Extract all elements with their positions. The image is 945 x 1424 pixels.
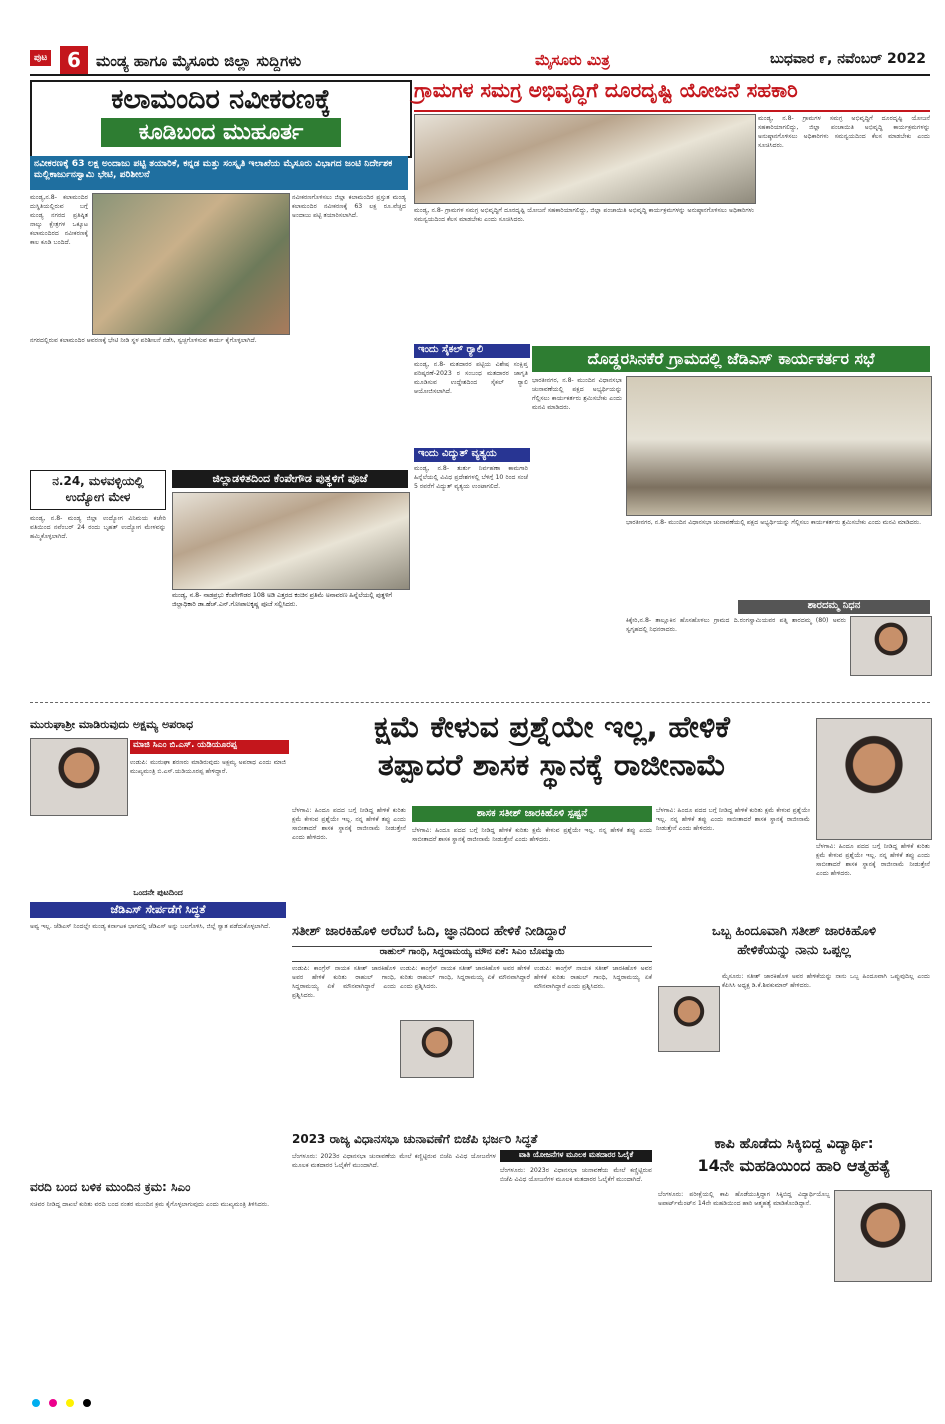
obit-portrait xyxy=(850,616,932,676)
black-dot xyxy=(83,1399,91,1407)
story2-header xyxy=(414,80,930,112)
brief2-headline: ಇಂದು ವಿದ್ಯುತ್ ವ್ಯತ್ಯಯ xyxy=(414,448,530,462)
story7-body-b: ಬೆಳಗಾವಿ: ಹಿಂದೂ ಪದದ ಬಗ್ಗೆ ನೀಡಿದ್ದ ಹೇಳಿಕೆ ಕುರಿತು ಕ್ಷಮೆ ಕೇಳುವ ಪ್ರಶ್ನೆಯೇ ಇಲ್ಲ. ನನ್ನ ಹೇಳಿಕೆ ತಪ್ಪು ಎಂದು ಸಾಬೀತಾದರೆ ಶಾಸಕ ಸ್ಥಾನಕ್ಕೆ ರಾಜೀನಾಮೆ ನೀಡುತ್ತೇನೆ ಎಂದು ಹೇಳಿದರು. xyxy=(412,827,652,843)
story13-headline1: ಕಾಪಿ ಹೊಡೆದು ಸಿಕ್ಕಿಬಿದ್ದ ವಿದ್ಯಾರ್ಥಿ: xyxy=(714,1136,874,1152)
page-header xyxy=(30,48,930,76)
kempegowda-photo xyxy=(172,492,410,590)
story4-headline: ನ.24, ಮಳವಳ್ಳಿಯಲ್ಲಿ ಉದ್ಯೋಗ ಮೇಳ xyxy=(30,470,166,510)
story4-body: ಮಂಡ್ಯ, ನ.8- ಮಂಡ್ಯ ಜಿಲ್ಲಾ ಉದ್ಯೋಗ ವಿನಿಮಯ ಕಚೇರಿ ವತಿಯಿಂದ ನವೆಂಬರ್ 24 ರಂದು ಬೃಹತ್ ಉದ್ಯೋಗ ಮೇಳವನ್ನು ಹಮ್ಮಿಕೊಳ್ಳಲಾಗಿದೆ. xyxy=(30,515,166,540)
story11-headline2: ಹೇಳಿಕೆಯನ್ನು ನಾನು ಒಪ್ಪಲ್ಲ xyxy=(737,943,851,958)
story12-body-a: ಬೆಂಗಳೂರು: 2023ರ ವಿಧಾನಸಭಾ ಚುನಾವಣೆಯ ಮೇಲೆ ಕಣ್ಣಿಟ್ಟಿರುವ ಬಿಜೆಪಿ ವಿವಿಧ ಯೋಜನೆಗಳ ಮೂಲಕ ಮತದಾರರ ಓಲೈಕೆಗೆ ಮುಂದಾಗಿದೆ. xyxy=(292,1153,496,1169)
story10-body-b: ಉಡುಪಿ: ಕಾಂಗ್ರೆಸ್ ನಾಯಕ ಸತೀಶ್ ಜಾರಕಿಹೊಳಿ ಅವರ ಹೇಳಿಕೆ ಕುರಿತು ರಾಹುಲ್ ಗಾಂಧಿ, ಸಿದ್ದರಾಮಯ್ಯ ಏಕೆ ಮೌನವಾಗಿದ್ದಾರೆ ಎಂದು ಪ್ರಶ್ನಿಸಿದರು. xyxy=(400,965,530,990)
story10-subhead: ರಾಹುಲ್ ಗಾಂಧಿ, ಸಿದ್ದರಾಮಯ್ಯ ಮೌನ ಏಕೆ: ಸಿಎಂ ಬೊಮ್ಮಾಯಿ xyxy=(292,946,652,962)
story1-body-c: ನವೀಕರಣಗೊಳಿಸಲು ಜಿಲ್ಲಾ ಕಲಾಮಂದಿರ ಪ್ರಸ್ತುತ ಮಂಡ್ಯ ಕಲಾಮಂದಿರ ನವೀಕರಣಕ್ಕೆ 63 ಲಕ್ಷ ರೂ.ವೆಚ್ಚದ ಅಂದಾಜು ಪಟ್ಟಿ ತಯಾರಿಸಲಾಗಿದೆ. xyxy=(292,194,406,219)
story13-headline2: 14ನೇ ಮಹಡಿಯಿಂದ ಹಾರಿ ಆತ್ಮಹತ್ಯೆ xyxy=(697,1156,891,1175)
story6-kicker: ಮುರುಘಾಶ್ರೀ ಮಾಡಿರುವುದು ಅಕ್ಷಮ್ಯ ಅಪರಾಧ xyxy=(30,718,194,731)
page-label: ಪುಟ xyxy=(30,50,51,66)
story13-body: ಬೆಂಗಳೂರು: ಪರೀಕ್ಷೆಯಲ್ಲಿ ಕಾಪಿ ಹೊಡೆಯುತ್ತಿದ್ದಾಗ ಸಿಕ್ಕಿಬಿದ್ದ ವಿದ್ಯಾರ್ಥಿಯೊಬ್ಬ ಅಪಾರ್ಟ್‌ಮೆಂಟ್‌ನ 14ನೇ ಮಹಡಿಯಿಂದ ಹಾರಿ ಆತ್ಮಹತ್ಯೆ ಮಾಡಿಕೊಂಡಿದ್ದಾನೆ. xyxy=(658,1191,830,1207)
story2-body-right: ಮಂಡ್ಯ, ನ.8- ಗ್ರಾಮಗಳ ಸಮಗ್ರ ಅಭಿವೃದ್ಧಿಗೆ ದೂರದೃಷ್ಟಿ ಯೋಜನೆ ಸಹಕಾರಿಯಾಗಲಿದ್ದು, ಜಿಲ್ಲಾ ಪಂಚಾಯಿತಿ ಅಭಿವೃದ್ಧಿ ಕಾರ್ಯಕ್ರಮಗಳನ್ನು ಅನುಷ್ಠಾನಗೊಳಿಸಲು ಅಧಿಕಾರಿಗಳು ಸಮನ್ವಯದಿಂದ ಕೆಲಸ ಮಾಡಬೇಕು ಎಂದು ಸೂಚಿಸಿದರು. xyxy=(758,115,930,149)
story1-headline2: ಕೂಡಿಬಂದ ಮುಹೂರ್ತ xyxy=(101,118,341,147)
story12-body-b: ಬೆಂಗಳೂರು: 2023ರ ವಿಧಾನಸಭಾ ಚುನಾವಣೆಯ ಮೇಲೆ ಕಣ್ಣಿಟ್ಟಿರುವ ಬಿಜೆಪಿ ವಿವಿಧ ಯೋಜನೆಗಳ ಮೂಲಕ ಮತದಾರರ ಓಲೈಕೆಗೆ ಮುಂದಾಗಿದೆ. xyxy=(500,1167,652,1183)
dks-portrait xyxy=(658,986,720,1052)
story2-body: ಮಂಡ್ಯ, ನ.8- ಗ್ರಾಮಗಳ ಸಮಗ್ರ ಅಭಿವೃದ್ಧಿಗೆ ದೂರದೃಷ್ಟಿ ಯೋಜನೆ ಸಹಕಾರಿಯಾಗಲಿದ್ದು, ಜಿಲ್ಲಾ ಪಂಚಾಯಿತಿ ಅಭಿವೃದ್ಧಿ ಕಾರ್ಯಕ್ರಮಗಳನ್ನು ಅನುಷ್ಠಾನಗೊಳಿಸಲು ಅಧಿಕಾರಿಗಳು ಸಮನ್ವಯದಿಂದ ಕೆಲಸ ಮಾಡಬೇಕು ಎಂದು ಸೂಚಿಸಿದರು. xyxy=(414,207,754,223)
story10-body-c: ಉಡುಪಿ: ಕಾಂಗ್ರೆಸ್ ನಾಯಕ ಸತೀಶ್ ಜಾರಕಿಹೊಳಿ ಅವರ ಹೇಳಿಕೆ ಕುರಿತು ರಾಹುಲ್ ಗಾಂಧಿ, ಸಿದ್ದರಾಮಯ್ಯ ಏಕೆ ಮೌನವಾಗಿದ್ದಾರೆ ಎಂದು ಪ್ರಶ್ನಿಸಿದರು. xyxy=(534,965,652,990)
story1-deck: ನವೀಕರಣಕ್ಕೆ 63 ಲಕ್ಷ ಅಂದಾಜು ಪಟ್ಟಿ ತಯಾರಿಕೆ, ಕನ್ನಡ ಮತ್ತು ಸಂಸ್ಕೃತಿ ಇಲಾಖೆಯ ಮೈಸೂರು ವಿಭಾಗದ ಜಂಟಿ ನಿರ್ದೇಶಕ ಮಲ್ಲಿಕಾರ್ಜುನಸ್ವಾಮಿ ಭೇಟಿ, ಪರಿಶೀಲನೆ xyxy=(30,156,408,190)
jds-meeting-photo xyxy=(626,376,932,516)
story7-body-c: ಬೆಳಗಾವಿ: ಹಿಂದೂ ಪದದ ಬಗ್ಗೆ ನೀಡಿದ್ದ ಹೇಳಿಕೆ ಕುರಿತು ಕ್ಷಮೆ ಕೇಳುವ ಪ್ರಶ್ನೆಯೇ ಇಲ್ಲ. ನನ್ನ ಹೇಳಿಕೆ ತಪ್ಪು ಎಂದು ಸಾಬೀತಾದರೆ ಶಾಸಕ ಸ್ಥಾನಕ್ಕೆ ರಾಜೀನಾಮೆ ನೀಡುತ್ತೇನೆ ಎಂದು ಹೇಳಿದರು. xyxy=(656,807,810,832)
brief1-body: ಮಂಡ್ಯ, ನ.8- ಮತದಾರರ ಪಟ್ಟಿಯ ವಿಶೇಷ ಸಂಕ್ಷಿಪ್ತ ಪರಿಷ್ಕರಣೆ-2023 ರ ಸಂಬಂಧ ಮತದಾರರ ಜಾಗೃತಿ ಮೂಡಿಸುವ ಉದ್ದೇಶದಿಂದ ಸೈಕಲ್ ರ್‍ಯಾಲಿ ಆಯೋಜಿಸಲಾಗಿದೆ. xyxy=(414,361,528,395)
story3-headline: ದೊಡ್ಡರಸಿನಕೆರೆ ಗ್ರಾಮದಲ್ಲಿ ಜೆಡಿಎಸ್ ಕಾರ್ಯಕರ್ತರ ಸಭೆ xyxy=(532,346,930,372)
story8-kicker: ಒಂದನೇ ಪುಟದಿಂದ xyxy=(133,888,183,897)
story3-body: ಭಾರತೀನಗರ, ನ.8- ಮುಂದಿನ ವಿಧಾನಸಭಾ ಚುನಾವಣೆಯಲ್ಲಿ ಪಕ್ಷದ ಅಭ್ಯರ್ಥಿಯನ್ನು ಗೆಲ್ಲಿಸಲು ಕಾರ್ಯಕರ್ತರು ಶ್ರಮಿಸಬೇಕು ಎಂದು ಮನವಿ ಮಾಡಿದರು. xyxy=(532,377,622,411)
section-divider xyxy=(30,702,930,703)
story1-headline-box xyxy=(30,80,412,158)
story2-headline: ಗ್ರಾಮಗಳ ಸಮಗ್ರ ಅಭಿವೃದ್ಧಿಗೆ ದೂರದೃಷ್ಟಿ ಯೋಜನೆ ಸಹಕಾರಿ xyxy=(414,78,798,102)
story7-headline2: ತಪ್ಪಾದರೆ ಶಾಸಕ ಸ್ಥಾನಕ್ಕೆ ರಾಜೀನಾಮೆ xyxy=(377,747,727,783)
yellow-dot xyxy=(66,1399,74,1407)
story11-headline1: ಒಬ್ಬ ಹಿಂದೂವಾಗಿ ಸತೀಶ್ ಜಾರಕಿಹೊಳಿ xyxy=(711,924,877,939)
story1-body-a: ಮಂಡ್ಯ,ನ.8- ಕಲಾಮಂದಿರ ದುಸ್ಥಿತಿಯಲ್ಲಿರುವ ಬಗ್ಗೆ ಮಂಡ್ಯ ನಗರದ ಪ್ರತಿಷ್ಠಿತ ನಾಲ್ಕು ಕ್ಷೇತ್ರಗಳ ಒಕ್ಕೂಟ ಕಲಾಮಂದಿರದ ನವೀಕರಣಕ್ಕೆ ಕಾಲ ಕೂಡಿ ಬಂದಿದೆ. xyxy=(30,194,88,246)
dateline: ಬುಧವಾರ ೯, ನವೆಂಬರ್ 2022 xyxy=(769,51,926,67)
magenta-dot xyxy=(49,1399,57,1407)
story13-headline-box xyxy=(658,1136,930,1186)
story9-body: ಸಚಿವರ ನೀಡಿದ್ದ ದಾಖಲೆ ಕುರಿತು ವರದಿ ಬಂದ ನಂತರ ಮುಂದಿನ ಕ್ರಮ ಕೈಗೊಳ್ಳಲಾಗುವುದು ಎಂದು ಮುಖ್ಯಮಂತ್ರಿ ತಿಳಿಸಿದರು. xyxy=(30,1201,270,1208)
story12-headline: 2023 ರಾಜ್ಯ ವಿಧಾನಸಭಾ ಚುನಾವಣೆಗೆ ಬಿಜೆಪಿ ಭರ್ಜರಿ ಸಿದ್ಧತೆ xyxy=(292,1132,538,1146)
story1-body-b: ನಗರದಲ್ಲಿರುವ ಕಲಾಮಂದಿರ ಆವರಣಕ್ಕೆ ಭೇಟಿ ನೀಡಿ ಸ್ಥಳ ಪರಿಶೀಲನೆ ನಡೆಸಿ, ಸ್ವಚ್ಛಗೊಳಿಸುವ ಕಾರ್ಯ ಕೈಗೊಳ್ಳಲಾಗಿದೆ. xyxy=(30,337,257,344)
story5-caption: ಮಂಡ್ಯ, ನ.8- ನಾಡಪ್ರಭು ಕೆಂಪೇಗೌಡರ 108 ಅಡಿ ಎತ್ತರದ ಕಂಚಿನ ಪ್ರತಿಮೆ ಅನಾವರಣ ಹಿನ್ನೆಲೆಯಲ್ಲಿ ಪುತ್ಥಳಿಗೆ ಜಿಲ್ಲಾಧಿಕಾರಿ ಡಾ.ಹೆಚ್.ಎನ್.ಗೋಪಾಲಕೃಷ್ಣ ಪೂಜೆ ಸಲ್ಲಿಸಿದರು. xyxy=(172,592,393,608)
obit-body: ಕಿಕ್ಕೇರಿ,ನ.8- ತಾಲ್ಲೂಕಿನ ಹೊಸಹೊಳಲು ಗ್ರಾಮದ ದಿ.ರಂಗಸ್ವಾಮಿಯವರ ಪತ್ನಿ ಶಾರದಮ್ಮ (80) ಅವರು ಸ್ವಗೃಹದಲ್ಲಿ ನಿಧನರಾದರು. xyxy=(626,617,846,633)
section-title: ಮಂಡ್ಯ ಹಾಗೂ ಮೈಸೂರು ಜಿಲ್ಲಾ ಸುದ್ದಿಗಳು xyxy=(96,52,302,70)
story7-headline-box xyxy=(292,712,812,808)
story1-headline1: ಕಲಾಮಂದಿರ ನವೀಕರಣಕ್ಕೆ xyxy=(111,84,331,115)
story7-headline1: ಕ್ಷಮೆ ಕೇಳುವ ಪ್ರಶ್ನೆಯೇ ಇಲ್ಲ, ಹೇಳಿಕೆ xyxy=(374,710,730,745)
masthead: ಮೈಸೂರು ಮಿತ್ರ xyxy=(535,51,610,69)
story3-body-b: ಭಾರತೀನಗರ, ನ.8- ಮುಂದಿನ ವಿಧಾನಸಭಾ ಚುನಾವಣೆಯಲ್ಲಿ ಪಕ್ಷದ ಅಭ್ಯರ್ಥಿಯನ್ನು ಗೆಲ್ಲಿಸಲು ಕಾರ್ಯಕರ್ತರು ಶ್ರಮಿಸಬೇಕು ಎಂದು ಮನವಿ ಮಾಡಿದರು. xyxy=(626,519,922,526)
story8-headline: ಜೆಡಿಎಸ್ ಸೇರ್ಪಡೆಗೆ ಸಿದ್ಧತೆ xyxy=(30,902,286,918)
cyan-dot xyxy=(32,1399,40,1407)
story10-headline: ಸತೀಶ್ ಜಾರಕಿಹೊಳಿ ಅರೆಬರೆ ಓದಿ, ಜ್ಞಾನದಿಂದ ಹೇಳಿಕೆ ನೀಡಿದ್ದಾರೆ xyxy=(292,924,566,939)
story12-subhead: ವಾತಿ ಯೋಜನೆಗಳ ಮೂಲಕ ಮತದಾರರ ಓಲೈಕೆ xyxy=(500,1150,652,1162)
brief2-body: ಮಂಡ್ಯ, ನ.8- ತುರ್ತು ನಿರ್ವಹಣಾ ಕಾಮಗಾರಿ ಹಿನ್ನೆಲೆಯಲ್ಲಿ ವಿವಿಧ ಪ್ರದೇಶಗಳಲ್ಲಿ ಬೆಳಿಗ್ಗೆ 10 ರಿಂದ ಸಂಜೆ 5 ರವರೆಗೆ ವಿದ್ಯುತ್ ವ್ಯತ್ಯಯ ಉಂಟಾಗಲಿದೆ. xyxy=(414,465,528,490)
obit-headline: ಶಾರದಮ್ಮ ನಿಧನ xyxy=(738,600,930,614)
student-portrait xyxy=(834,1190,932,1282)
story7-tag: ಶಾಸಕ ಸತೀಶ್ ಜಾರಕಿಹೊಳಿ ಸ್ಪಷ್ಟನೆ xyxy=(412,806,652,822)
brief1-headline: ಇಂದು ಸೈಕಲ್ ರ್‍ಯಾಲಿ xyxy=(414,344,530,358)
story10-body-a: ಉಡುಪಿ: ಕಾಂಗ್ರೆಸ್ ನಾಯಕ ಸತೀಶ್ ಜಾರಕಿಹೊಳಿ ಅವರ ಹೇಳಿಕೆ ಕುರಿತು ರಾಹುಲ್ ಗಾಂಧಿ, ಸಿದ್ದರಾಮಯ್ಯ ಏಕೆ ಮೌನವಾಗಿದ್ದಾರೆ ಎಂದು ಪ್ರಶ್ನಿಸಿದರು. xyxy=(292,965,396,999)
story11-headline-box xyxy=(658,924,930,968)
story9-headline: ವರದಿ ಬಂದ ಬಳಿಕ ಮುಂದಿನ ಕ್ರಮ: ಸಿಎಂ xyxy=(30,1180,191,1194)
yediyurappa-portrait xyxy=(30,738,128,816)
story5-headline: ಜಿಲ್ಲಾಡಳಿತದಿಂದ ಕೆಂಪೇಗೌಡ ಪುತ್ಥಳಿಗೆ ಪೂಜೆ xyxy=(172,470,408,488)
story7-body-a: ಬೆಳಗಾವಿ: ಹಿಂದೂ ಪದದ ಬಗ್ಗೆ ನೀಡಿದ್ದ ಹೇಳಿಕೆ ಕುರಿತು ಕ್ಷಮೆ ಕೇಳುವ ಪ್ರಶ್ನೆಯೇ ಇಲ್ಲ. ನನ್ನ ಹೇಳಿಕೆ ತಪ್ಪು ಎಂದು ಸಾಬೀತಾದರೆ ಶಾಸಕ ಸ್ಥಾನಕ್ಕೆ ರಾಜೀನಾಮೆ ನೀಡುತ್ತೇನೆ ಎಂದು ಹೇಳಿದರು. xyxy=(292,807,406,841)
page-number: 6 xyxy=(60,46,88,74)
story7-body-d: ಬೆಳಗಾವಿ: ಹಿಂದೂ ಪದದ ಬಗ್ಗೆ ನೀಡಿದ್ದ ಹೇಳಿಕೆ ಕುರಿತು ಕ್ಷಮೆ ಕೇಳುವ ಪ್ರಶ್ನೆಯೇ ಇಲ್ಲ. ನನ್ನ ಹೇಳಿಕೆ ತಪ್ಪು ಎಂದು ಸಾಬೀತಾದರೆ ಶಾಸಕ ಸ್ಥಾನಕ್ಕೆ ರಾಜೀನಾಮೆ ನೀಡುತ್ತೇನೆ ಎಂದು ಹೇಳಿದರು. xyxy=(816,843,930,877)
meeting-photo xyxy=(414,114,756,204)
registration-marks xyxy=(30,1392,930,1406)
story11-body: ಮೈಸೂರು: ಸತೀಶ್ ಜಾರಕಿಹೊಳಿ ಅವರ ಹೇಳಿಕೆಯನ್ನು ನಾನು ಒಬ್ಬ ಹಿಂದೂವಾಗಿ ಒಪ್ಪುವುದಿಲ್ಲ ಎಂದು ಕೆಪಿಸಿಸಿ ಅಧ್ಯಕ್ಷ ಡಿ.ಕೆ.ಶಿವಕುಮಾರ್ ಹೇಳಿದರು. xyxy=(722,973,930,989)
kalamandira-photo xyxy=(92,193,290,335)
satish-portrait xyxy=(816,718,932,840)
story6-body: ಉಡುಪಿ: ಮುರುಘಾ ಶರಣರು ಮಾಡಿರುವುದು ಅಕ್ಷಮ್ಯ ಅಪರಾಧ ಎಂದು ಮಾಜಿ ಮುಖ್ಯಮಂತ್ರಿ ಬಿ.ಎಸ್.ಯಡಿಯೂರಪ್ಪ ಹೇಳಿದ್ದಾರೆ. xyxy=(130,759,286,775)
story8-body: ಅವ್ವ ಇಲ್ಲ. ಜೆಡಿಎಸ್ ನಿಂದಲ್ಲೇ ಮಂಡ್ಯ ಕರ್ನಾಟಕ ಭಾಗದಲ್ಲಿ ಜೆಡಿಎಸ್ ಅನ್ನು ಬಲಗೊಳಿಸಿ, ಜಿಲ್ಲೆ ಸ್ವಾತ ಪಡೆದುಕೊಳ್ಳಲಾಗಿದೆ. xyxy=(30,923,271,930)
story6-speaker: ಮಾಜಿ ಸಿಎಂ ಬಿ.ಎಸ್. ಯಡಿಯೂರಪ್ಪ xyxy=(130,740,289,754)
